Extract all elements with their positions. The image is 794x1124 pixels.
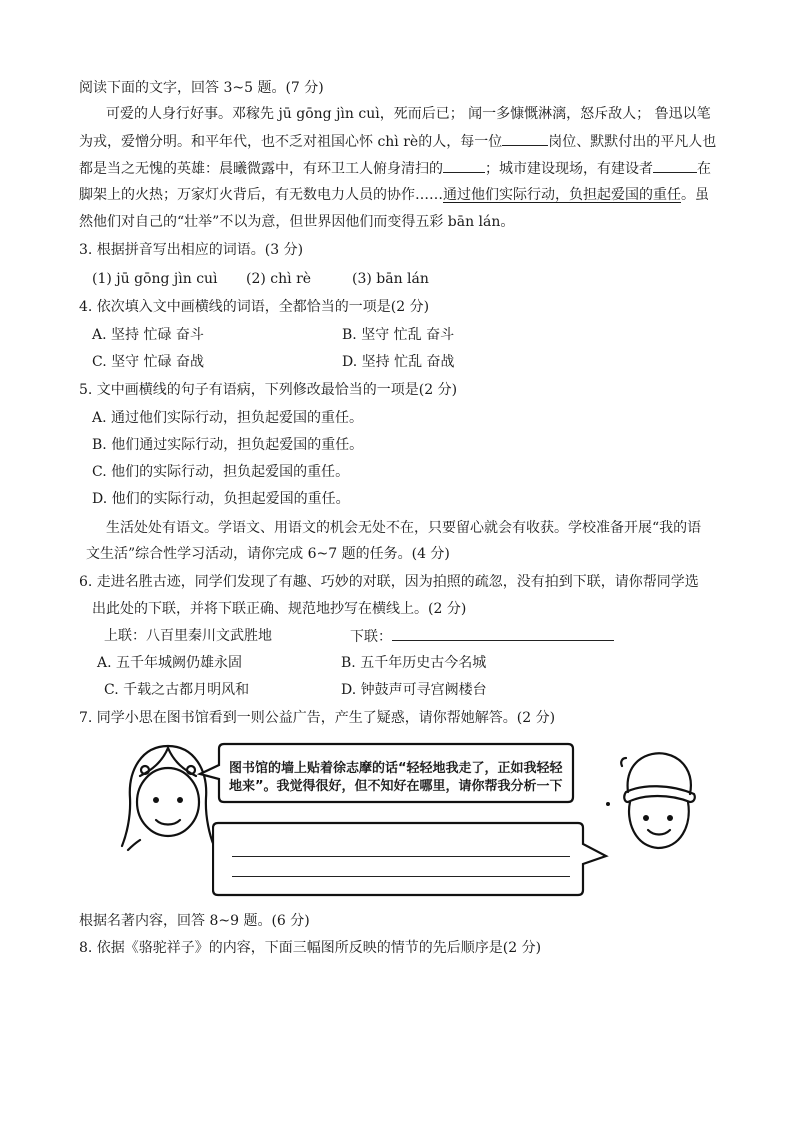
q3-stem: 3. 根据拼音写出相应的词语。(3 分) [79, 242, 304, 258]
couplet-lower [350, 627, 614, 646]
q6-stem-line-2: 出此处的下联，并将下联正确、规范地抄写在横线上。(2 分) [92, 601, 467, 617]
underlined-sentence: 通过他们实际行动，负担起爱国的重任 [443, 187, 681, 203]
fill-blank-3 [653, 159, 697, 173]
classics-intro: 根据名著内容，回答 8~9 题。(6 分) [79, 913, 310, 929]
passage-line-4 [79, 186, 709, 204]
q3-pinyin-2: (2) chì rè [246, 271, 312, 287]
q7-stem: 7. 同学小思在图书馆看到一则公益广告，产生了疑惑，请你帮她解答。(2 分) [79, 710, 556, 726]
passage-line-1: 可爱的人身行好事。邓稼先 jū gōng jìn cuì，死而后已； 闻一多慷慨淋漓，怒斥敌人； 鲁迅以笔 [106, 106, 711, 122]
q6-stem-line-1: 6. 走进名胜古迹，同学们发现了有趣、巧妙的对联，因为拍照的疏忽，没有拍到下联，请你帮同学选 [79, 574, 699, 590]
q6-option-b: B. 五千年历史古今名城 [341, 655, 487, 671]
passage-text: 脚架上的火热；万家灯火背后，有无数电力人员的协作…… [79, 187, 443, 203]
q5-option-b: B. 他们通过实际行动，担负起爱国的重任。 [92, 437, 364, 453]
q4-option-c: C. 坚守 忙碌 奋战 [92, 354, 205, 370]
q4-option-d: D. 坚持 忙乱 奋战 [342, 354, 455, 370]
q8-stem: 8. 依据《骆驼祥子》的内容，下面三幅图所反映的情节的先后顺序是(2 分) [79, 940, 542, 956]
couplet-lower-label: 下联： [350, 629, 392, 645]
activity-intro-line-2: 文生活”综合性学习活动，请你完成 6~7 题的任务。(4 分) [86, 546, 450, 562]
passage-text: 在 [697, 161, 711, 177]
q3-pinyin-1: (1) jū gōng jìn cuì [92, 271, 218, 287]
fill-blank-2 [443, 159, 485, 173]
q4-option-a: A. 坚持 忙碌 奋斗 [92, 327, 204, 343]
couplet-answer-line[interactable] [392, 627, 614, 641]
dot-mark [606, 802, 610, 806]
q5-option-a: A. 通过他们实际行动，担负起爱国的重任。 [92, 410, 364, 426]
q6-option-d: D. 钟鼓声可寻宫阙楼台 [341, 682, 487, 698]
answer-bubble [212, 820, 612, 900]
passage-text: 岗位、默默付出的平凡人也 [548, 134, 717, 150]
fill-blank-1 [502, 132, 548, 146]
passage-line-5: 然他们对自己的“壮举”不以为意，但世界因他们而变得五彩 bān lán。 [79, 214, 515, 230]
q5-stem: 5. 文中画横线的句子有语病，下列修改最恰当的一项是(2 分) [79, 382, 458, 398]
q4-option-b: B. 坚守 忙乱 奋斗 [342, 327, 455, 343]
passage-text: 都是当之无愧的英雄：晨曦微露中，有环卫工人俯身清扫的 [79, 161, 443, 177]
bubble-text-line-1: 图书馆的墙上贴着徐志摩的话“轻轻地我走了，正如我轻轻 [229, 761, 563, 776]
passage-line-2 [79, 132, 716, 151]
q6-option-a: A. 五千年城阙仍雄永固 [97, 655, 243, 671]
q5-option-c: C. 他们的实际行动，担负起爱国的重任。 [92, 464, 350, 480]
q6-option-c: C. 千载之古都月明风和 [104, 682, 250, 698]
answer-line-2[interactable] [232, 876, 570, 877]
q3-pinyin-3: (3) bān lán [352, 271, 429, 287]
answer-line-1[interactable] [232, 856, 570, 857]
passage-text: 。虽 [681, 187, 709, 203]
bubble-text-line-2: 地来”。我觉得很好，但不知好在哪里，请你帮我分析一下 [229, 779, 563, 794]
passage-text: ；城市建设现场，有建设者 [485, 161, 653, 177]
q5-option-d: D. 他们的实际行动，负担起爱国的重任。 [92, 491, 350, 507]
q4-stem: 4. 依次填入文中画横线的词语，全都恰当的一项是(2 分) [79, 299, 430, 315]
passage-line-3 [79, 159, 711, 178]
boy-icon [608, 748, 704, 858]
couplet-upper: 上联：八百里秦川文武胜地 [104, 628, 272, 644]
passage-text: 为戎，爱憎分明。和平年代，也不乏对祖国心怀 chì rè的人，每一位 [79, 134, 503, 150]
reading-intro: 阅读下面的文字，回答 3~5 题。(7 分) [79, 80, 324, 96]
activity-intro-line-1: 生活处处有语文。学语文、用语文的机会无处不在，只要留心就会有收获。学校准备开展“我的语 [106, 520, 702, 536]
